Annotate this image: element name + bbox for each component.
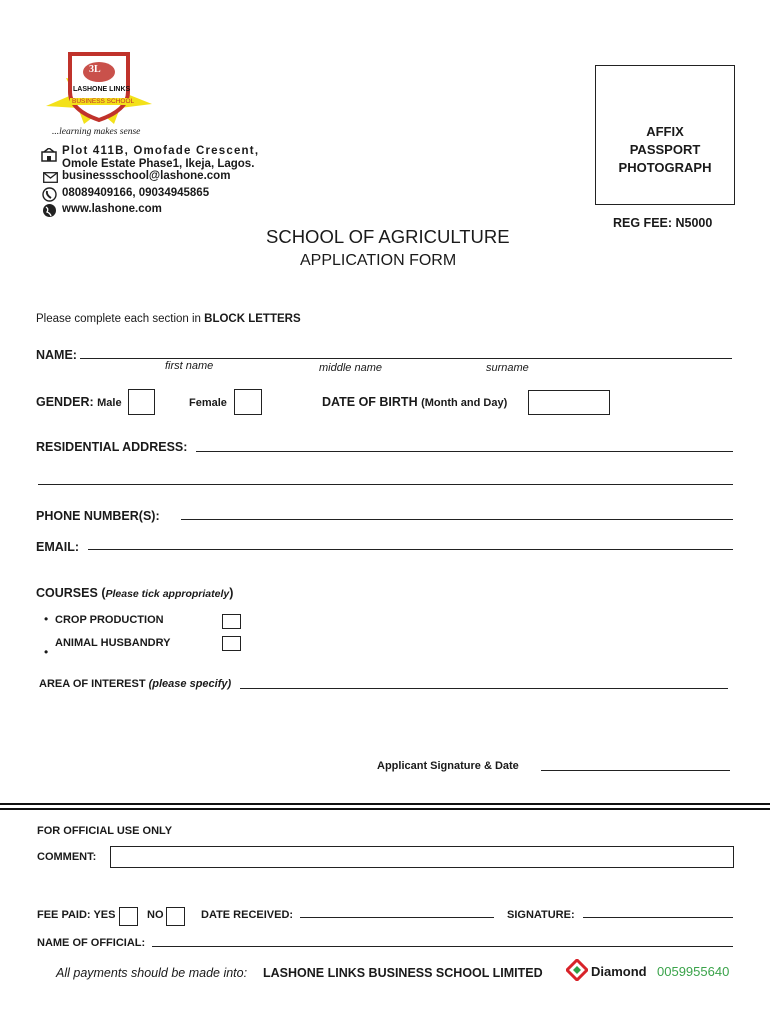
mail-icon xyxy=(43,172,58,183)
dob-input[interactable] xyxy=(528,390,610,415)
name-of-official-label: NAME OF OFFICIAL: xyxy=(37,937,146,949)
logo-badge-text: 3L xyxy=(89,64,101,75)
address-input-line-1[interactable] xyxy=(196,451,733,452)
address-label: RESIDENTIAL ADDRESS: xyxy=(36,440,188,454)
email-label: EMAIL: xyxy=(36,540,80,554)
address-line-2: Omole Estate Phase1, Ikeja, Lagos. xyxy=(62,158,255,170)
official-signature-line[interactable] xyxy=(583,917,733,918)
payment-account-name: LASHONE LINKS BUSINESS SCHOOL LIMITED xyxy=(263,966,543,980)
courses-hint-close: ) xyxy=(229,586,234,600)
course-bullet-1: • xyxy=(44,612,49,626)
photo-line-1: AFFIX xyxy=(646,124,684,139)
course-crop-production: CROP PRODUCTION xyxy=(55,614,164,626)
phone-label: PHONE NUMBER(S): xyxy=(36,509,160,523)
registration-fee: REG FEE: N5000 xyxy=(613,216,713,230)
address-input-line-2[interactable] xyxy=(38,484,733,485)
name-input-line[interactable] xyxy=(80,358,732,359)
name-of-official-line[interactable] xyxy=(152,946,733,947)
date-received-line[interactable] xyxy=(300,917,494,918)
female-label: Female xyxy=(189,397,227,409)
instruction-emphasis: BLOCK LETTERS xyxy=(204,313,301,325)
crop-production-checkbox[interactable] xyxy=(222,614,241,629)
course-animal-husbandry: ANIMAL HUSBANDRY xyxy=(55,637,171,649)
surname-hint: surname xyxy=(486,362,529,374)
logo-sub: BUSINESS SCHOOL xyxy=(72,98,135,105)
applicant-signature-label: Applicant Signature & Date xyxy=(377,760,519,772)
payment-bank: Diamond xyxy=(591,964,647,979)
middle-name-hint: middle name xyxy=(319,362,382,374)
dob-label-text: DATE OF BIRTH xyxy=(322,395,418,409)
email-input-line[interactable] xyxy=(88,549,733,550)
globe-icon xyxy=(42,203,57,218)
diamond-bank-icon xyxy=(566,959,588,981)
courses-hint: Please tick appropriately xyxy=(105,588,230,600)
area-of-interest-hint: (please specify) xyxy=(148,678,232,690)
official-signature-label: SIGNATURE: xyxy=(507,909,575,921)
contact-website: www.lashone.com xyxy=(62,203,162,215)
name-label: NAME: xyxy=(36,348,77,362)
comment-input[interactable] xyxy=(110,846,734,868)
courses-label-text: COURSES xyxy=(36,586,98,600)
contact-email: businessschool@lashone.com xyxy=(62,170,231,182)
phone-icon xyxy=(42,187,57,202)
animal-husbandry-checkbox[interactable] xyxy=(222,636,241,651)
fee-paid-text: FEE PAID: xyxy=(37,909,91,921)
fee-paid-no: NO xyxy=(147,909,164,921)
applicant-signature-line[interactable] xyxy=(541,770,730,771)
comment-label: COMMENT: xyxy=(37,851,97,863)
payment-text: All payments should be made into: xyxy=(56,966,248,980)
address-line-1: Plot 411B, Omofade Crescent, xyxy=(62,145,260,157)
phone-input-line[interactable] xyxy=(181,519,733,520)
form-title: SCHOOL OF AGRICULTURE xyxy=(266,226,510,247)
form-subtitle: APPLICATION FORM xyxy=(300,252,457,269)
gender-label-text: GENDER: xyxy=(36,395,94,409)
logo-tagline: ...learning makes sense xyxy=(52,127,141,137)
area-of-interest-text: AREA OF INTEREST xyxy=(39,678,146,690)
fee-paid-yes: YES xyxy=(93,909,116,921)
passport-photo-box xyxy=(595,65,735,205)
male-label: Male xyxy=(97,397,122,409)
section-divider xyxy=(0,803,770,810)
dob-label xyxy=(322,395,507,409)
fee-paid-label xyxy=(37,909,115,921)
instruction-text xyxy=(36,313,301,325)
fee-paid-no-checkbox[interactable] xyxy=(166,907,185,926)
courses-label xyxy=(36,586,233,600)
date-received-label: DATE RECEIVED: xyxy=(201,909,294,921)
address-icon xyxy=(41,148,57,162)
courses-hint-open: ( xyxy=(101,586,106,600)
first-name-hint: first name xyxy=(165,360,214,372)
male-checkbox[interactable] xyxy=(128,389,155,415)
course-bullet-2: • xyxy=(44,645,49,659)
photo-line-3: PHOTOGRAPH xyxy=(618,160,712,175)
logo-name: LASHONE LINKS xyxy=(73,86,131,93)
dob-hint: (Month and Day) xyxy=(421,397,508,409)
area-of-interest-input-line[interactable] xyxy=(240,688,728,689)
photo-line-2: PASSPORT xyxy=(629,142,701,157)
instruction-prefix: Please complete each section in xyxy=(36,313,205,325)
contact-phones: 08089409166, 09034945865 xyxy=(62,187,210,199)
fee-paid-yes-checkbox[interactable] xyxy=(119,907,138,926)
official-use-heading: FOR OFFICIAL USE ONLY xyxy=(37,825,173,837)
area-of-interest-label xyxy=(39,678,231,690)
gender-label xyxy=(36,395,122,409)
female-checkbox[interactable] xyxy=(234,389,262,415)
payment-account-number: 0059955640 xyxy=(657,964,730,979)
